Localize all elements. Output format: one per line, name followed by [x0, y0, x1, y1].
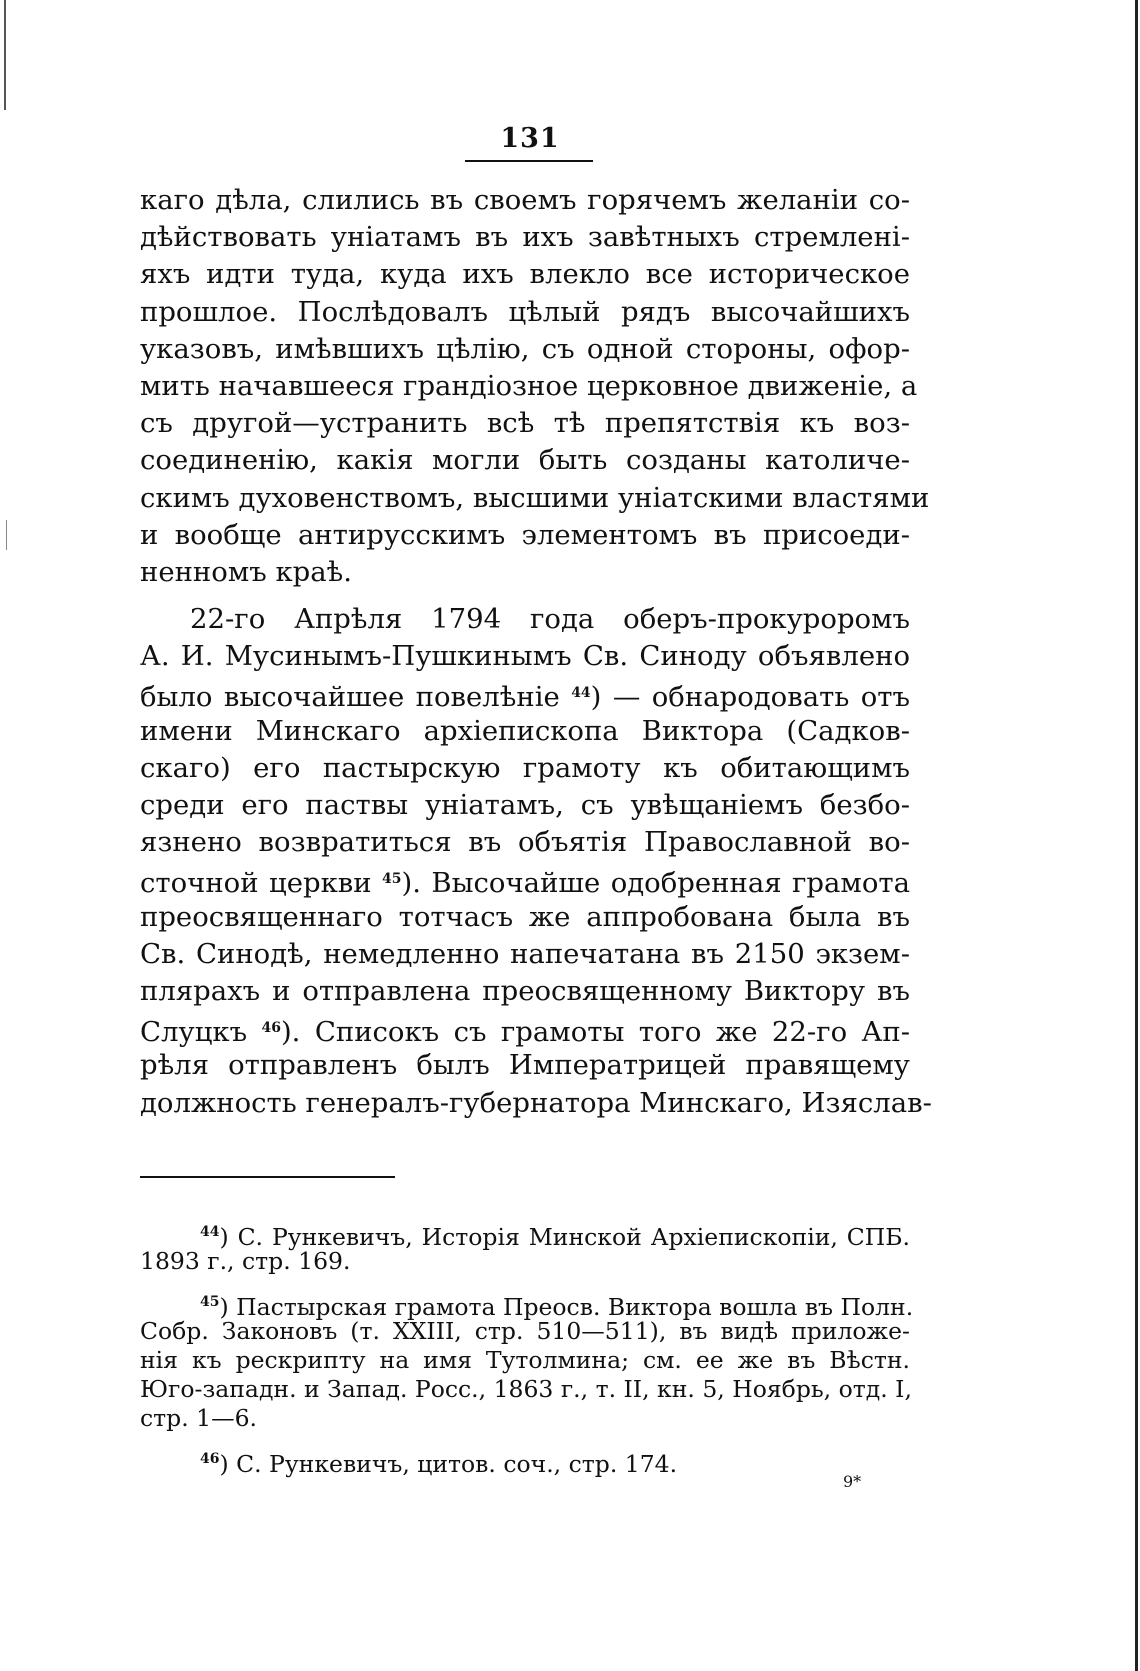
scan-edge-left [4, 0, 6, 110]
text-segment: сточной церкви [140, 867, 383, 900]
text-line [140, 1010, 910, 1047]
body-text [140, 182, 932, 1122]
text-line: язнено возвратиться въ объятiя Православной во- [140, 826, 910, 859]
footnote-line: Юго-западн. и Запад. Росс., 1863 г., т. II, кн. 5, Ноябрь, отд. I, [140, 1375, 912, 1403]
text-line: каго дѣла, слились въ своемъ горячемъ желанiи со- [140, 184, 910, 216]
text-line: дѣйствовать унiатамъ въ ихъ завѣтныхъ стремленi- [140, 221, 910, 254]
text-line: съ другой—устранить всѣ тѣ препятствiя къ воз- [140, 407, 910, 440]
page-number: 131 [500, 123, 560, 154]
text-segment: было высочайшее повелѣнiе [140, 681, 572, 714]
footnote-44 [140, 1218, 910, 1276]
text-segment: ). Высочайше одобренная грамота [401, 867, 910, 900]
signature-mark: 9* [843, 1472, 862, 1491]
paragraph-gap [140, 591, 910, 601]
page-number-rule [465, 160, 593, 162]
footnote-46 [140, 1445, 910, 1478]
footnote-line: нiя къ рескрипту на имя Тутолмина; см. ее же въ Вѣстн. [140, 1346, 910, 1374]
text-segment: ) Пастырская грамота Преосв. Виктора вошла въ Полн. [219, 1293, 914, 1321]
footnote-line: Собр. Законовъ (т. XXIII, стр. 510—511), въ видѣ приложе- [140, 1317, 910, 1345]
footnote-mark: 45 [200, 1294, 220, 1310]
text-line: скимъ духовенствомъ, высшими унiатскими властями [140, 481, 930, 514]
paragraph-1 [140, 182, 930, 591]
text-segment: ) — обнародовать отъ [590, 681, 910, 714]
paragraph-2 [140, 601, 932, 1122]
footnote-line [140, 1288, 914, 1321]
scan-edge-right [1135, 0, 1138, 1671]
footnote-ref-45[interactable]: 45 [382, 871, 402, 888]
footnote-45 [140, 1288, 914, 1433]
text-segment: Слуцкъ [140, 1016, 262, 1049]
text-line: указовъ, имѣвшихъ цѣлiю, съ одной стороны, офор- [140, 332, 910, 365]
text-line: скаго) его пастырскую грамоту къ обитающимъ [140, 751, 910, 784]
text-line: Св. Синодѣ, немедленно напечатана въ 2150 экзем- [140, 937, 910, 970]
footnote-mark: 44 [200, 1224, 220, 1240]
footnote-line: 1893 г., стр. 169. [140, 1247, 351, 1275]
text-line [140, 861, 910, 898]
footnote-gap [140, 1276, 910, 1288]
text-segment: ) С. Рункевичъ, цитов. соч., стр. 174. [219, 1450, 678, 1478]
footnote-gap [140, 1433, 910, 1445]
text-line: А. И. Мусинымъ-Пушкинымъ Св. Синоду объявлено [140, 640, 910, 673]
text-line: соединенiю, какiя могли быть созданы католиче- [140, 444, 910, 477]
footnote-separator [140, 1176, 395, 1178]
footnote-line: стр. 1—6. [140, 1404, 258, 1432]
text-segment: ). Списокъ съ грамоты того же 22-го Ап- [280, 1016, 910, 1049]
text-line: имени Минскаго архiепископа Виктора (Садков- [140, 714, 910, 747]
footnote-line [140, 1218, 910, 1251]
footnote-ref-44[interactable]: 44 [571, 685, 591, 702]
text-line: ненномъ краѣ. [140, 555, 352, 588]
text-line: преосвященнаго тотчасъ же аппробована была въ [140, 900, 910, 933]
text-line: прошлое. Послѣдовалъ цѣлый рядъ высочайшихъ [140, 295, 910, 328]
text-line: 22-го Апрѣля 1794 года оберъ-прокуроромъ [190, 603, 910, 636]
text-segment: ) С. Рункевичъ, Исторiя Минской Архiепископiи, СПБ. [219, 1223, 910, 1251]
text-line: плярахъ и отправлена преосвященному Виктору въ [140, 974, 910, 1007]
text-line: должность генералъ-губернатора Минскаго, Изяслав- [140, 1086, 932, 1119]
text-line: рѣля отправленъ былъ Императрицей правящему [140, 1049, 910, 1082]
scan-edge-mark [6, 520, 7, 550]
footnote-line [140, 1445, 910, 1478]
text-line: и вообще антирусскимъ элементомъ въ присоеди- [140, 518, 910, 551]
footnote-mark: 46 [200, 1451, 220, 1467]
text-line: мить начавшееся грандiозное церковное движенiе, а [140, 369, 918, 402]
text-line: яхъ идти туда, куда ихъ влекло все историческое [140, 258, 910, 291]
footnote-ref-46[interactable]: 46 [261, 1020, 281, 1037]
text-line: среди его паствы унiатамъ, съ увѣщанiемъ безбо- [140, 789, 910, 821]
footnotes [140, 1218, 914, 1478]
text-line [140, 675, 910, 712]
